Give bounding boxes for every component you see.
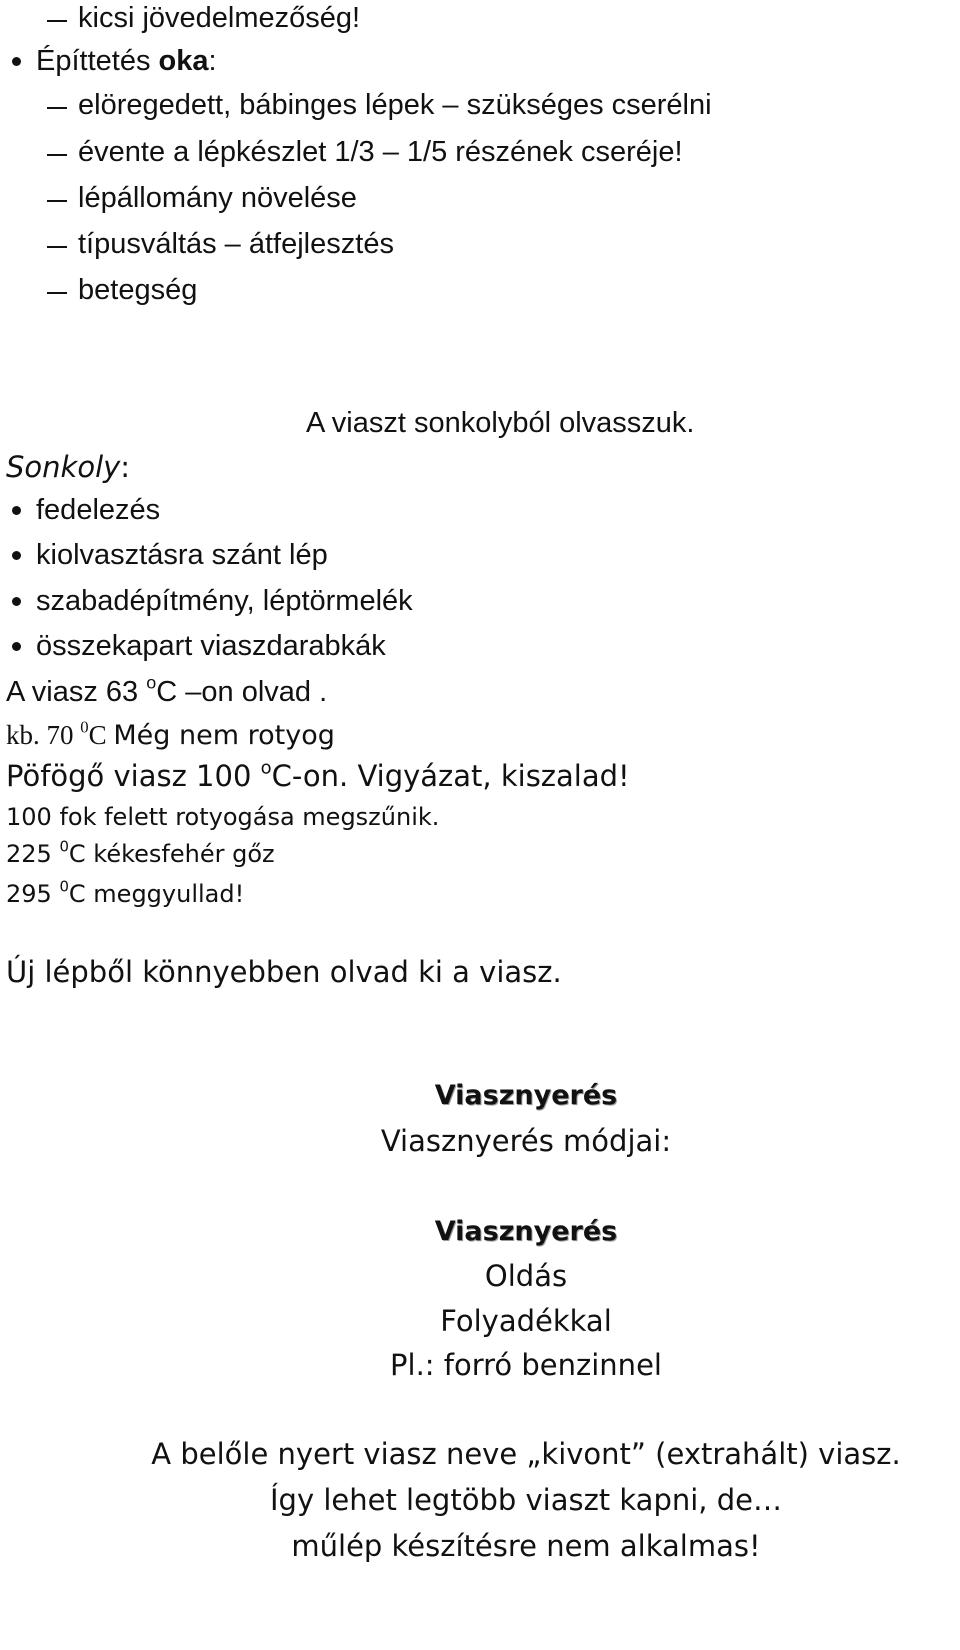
bullet-marker [12,506,21,515]
bullet-marker [12,597,21,606]
sonkoly-term: Sonkoly [6,450,121,484]
reason-item: elöregedett, bábinges lépek – szükséges cserélni [78,89,712,121]
dash-marker [47,154,67,156]
reason-prefix: Építtetés [36,45,159,77]
reason-suffix: : [208,45,217,77]
steam-temp-b: C kékesfehér gőz [68,840,275,868]
bullet-marker [12,551,21,560]
melt-temp-b: C –on olvad . [156,676,328,708]
sonkoly-label [6,450,131,484]
melt-note: A viaszt sonkolyból olvasszuk. [306,407,695,439]
reason-item: betegség [78,274,198,306]
profit-line: kicsi jövedelmezőség! [78,2,361,34]
most-line: Így lehet legtöbb viaszt kapni, de… [269,1483,782,1517]
boil-temp-a: Pöfögő viasz 100 [6,759,261,793]
boil-temp-b: C-on. Vigyázat, kiszalad! [271,759,630,793]
sonkoly-item: fedelezés [36,494,161,526]
dash-marker [47,246,67,248]
steam-temp-a: 225 [6,840,60,868]
liquid-line: Folyadékkal [440,1304,612,1338]
reason-bold: oka [158,45,209,77]
reason-item: típusváltás – átfejlesztés [78,228,394,260]
melt-temp-sup: o [146,672,157,693]
kb-temp-c: Még nem rotyog [113,720,335,751]
ignite-temp-b: C meggyullad! [68,880,245,908]
sonkoly-item: összekapart viaszdarabkák [36,630,386,662]
bullet-marker [12,57,21,66]
reason-heading [36,47,217,76]
steam-temp-sup: 0 [59,837,69,856]
ignite-temp [6,877,245,908]
unsuitable-line: műlép készítésre nem alkalmas! [291,1529,761,1563]
melt-temp-a: A viasz 63 [6,676,147,708]
kb-temp [6,717,335,751]
dash-marker [47,200,67,202]
bullet-marker [12,642,21,651]
example-line: Pl.: forró benzinnel [390,1348,662,1382]
dash-marker [47,107,67,109]
sonkoly-item: kiolvasztásra szánt lép [36,539,328,571]
result-line: A belőle nyert viasz neve „kivont” (extrahált) viasz. [151,1437,901,1471]
dissolve-line: Oldás [484,1259,568,1293]
boil-temp [6,757,630,793]
melt-temp [6,672,328,708]
above-100-line: 100 fok felett rotyogása megszűnik. [6,803,440,831]
ignite-temp-a: 295 [6,880,60,908]
extraction-heading-2: Viasznyerés [434,1216,618,1247]
sonkoly-colon: : [120,450,131,484]
new-comb-line: Új lépből könnyebben olvad ki a viasz. [6,955,562,989]
extraction-heading: Viasznyerés [434,1080,618,1111]
kb-temp-sup: 0 [80,717,89,737]
dash-marker [47,20,67,22]
kb-temp-b: C [88,720,114,750]
steam-temp [6,837,275,868]
kb-temp-a: kb. 70 [6,720,81,750]
reason-item: évente a lépkészlet 1/3 – 1/5 részének cseréje! [78,136,683,168]
extraction-methods: Viasznyerés módjai: [380,1124,672,1158]
ignite-temp-sup: 0 [59,877,69,896]
boil-temp-sup: o [260,757,272,779]
sonkoly-item: szabadépítmény, léptörmelék [36,585,413,617]
reason-item: lépállomány növelése [78,182,357,214]
dash-marker [47,292,67,294]
